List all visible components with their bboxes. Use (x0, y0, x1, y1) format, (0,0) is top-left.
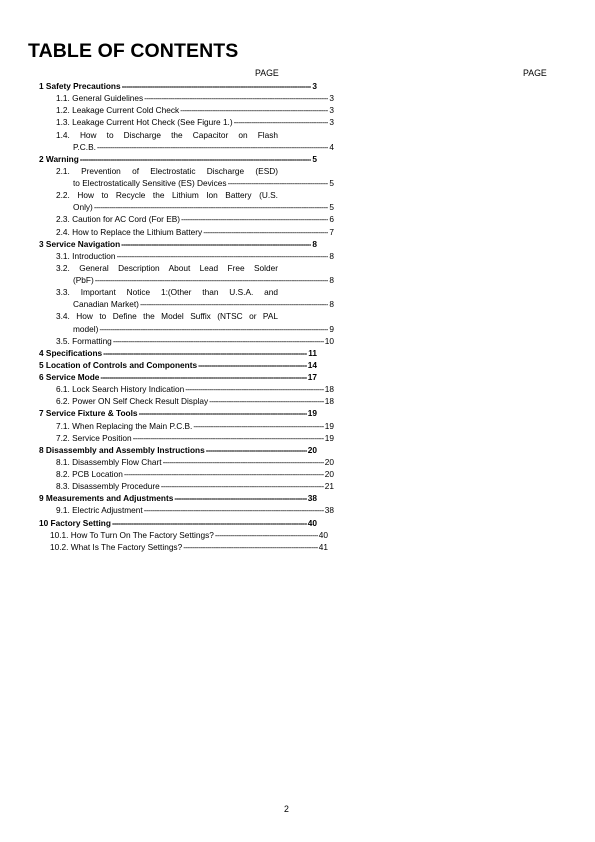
toc-leader-dashes (117, 250, 329, 262)
toc-entry-line (56, 298, 334, 310)
toc-entry-title: 10 Factory Setting (39, 517, 111, 528)
toc-entry-page: 11 (308, 347, 317, 358)
toc-entry-title: 4 Specifications (39, 347, 103, 358)
toc-subsection[interactable] (0, 129, 334, 153)
toc-entry-title: Only) (73, 202, 93, 213)
toc-subsection[interactable] (0, 165, 334, 189)
toc-leader-dashes (228, 177, 329, 189)
toc-leader-dashes (80, 153, 312, 165)
toc-entry-page: 3 (329, 105, 334, 116)
toc-entry-page: 18 (324, 396, 334, 407)
page-column-header-left: PAGE (255, 68, 279, 78)
toc-entry-page: 8 (329, 299, 334, 310)
toc-section[interactable] (0, 238, 317, 250)
toc-leader-dashes (206, 444, 307, 456)
toc-entry-page: 38 (324, 505, 334, 516)
toc-entry-line (56, 250, 334, 262)
toc-subsection[interactable] (0, 504, 334, 516)
toc-leader-dashes (209, 395, 324, 407)
toc-leader-dashes (161, 480, 324, 492)
toc-entry-line (56, 104, 334, 116)
toc-leader-dashes (122, 80, 312, 92)
toc-entry-line (56, 383, 334, 395)
toc-entry-page: 38 (307, 493, 317, 504)
toc-entry-line (56, 335, 334, 347)
toc-subsection[interactable] (0, 529, 328, 541)
toc-entry-title: 2 Warning (39, 153, 79, 164)
toc-entry-first-line: 3.3. Important Notice 1:(Other than U.S.A. and (56, 287, 278, 298)
toc-subsection[interactable] (0, 116, 334, 128)
toc-entry-page: 21 (324, 481, 334, 492)
toc-subsection[interactable] (0, 480, 334, 492)
toc-subsection[interactable] (0, 456, 334, 468)
toc-entry-title: 7.2. Service Position (56, 432, 132, 443)
toc-entry-line (56, 456, 334, 468)
toc-entry-title: to Electrostatically Sensitive (ES) Devices (73, 178, 227, 188)
toc-entry-line (56, 395, 334, 407)
toc-subsection[interactable] (0, 213, 334, 225)
toc-entry-line (56, 323, 334, 335)
toc-subsection[interactable] (0, 226, 334, 238)
toc-entry-line (56, 177, 334, 189)
toc-leader-dashes (185, 383, 324, 395)
toc-section[interactable] (0, 347, 317, 359)
toc-leader-dashes (113, 335, 324, 347)
toc-leader-dashes (139, 407, 307, 419)
toc-subsection[interactable] (0, 262, 334, 286)
toc-entry-title: 8.1. Disassembly Flow Chart (56, 456, 162, 467)
toc-leader-dashes (121, 238, 311, 250)
toc-entry-line (39, 347, 317, 359)
toc-section[interactable] (0, 80, 317, 92)
toc-entry-line (39, 371, 317, 383)
toc-leader-dashes (112, 517, 307, 529)
toc-entry-title: 6.2. Power ON Self Check Result Display (56, 396, 209, 407)
toc-leader-dashes (163, 456, 324, 468)
toc-entry-title: 1.2. Leakage Current Cold Check (56, 105, 180, 116)
toc-entry-line (56, 92, 334, 104)
toc-leader-dashes (144, 92, 328, 104)
toc-entry-first-line: 3.2. General Description About Lead Free Solder (56, 262, 278, 273)
toc-subsection[interactable] (0, 92, 334, 104)
toc-entry-line (56, 420, 334, 432)
toc-entry-title: 7.1. When Replacing the Main P.C.B. (56, 420, 193, 431)
toc-entry-page: 19 (307, 408, 317, 419)
toc-leader-dashes (198, 359, 307, 371)
toc-section[interactable] (0, 517, 317, 529)
toc-entry-title: 8.3. Disassembly Procedure (56, 481, 160, 492)
toc-entry-title: 3.1. Introduction (56, 250, 116, 261)
toc-entry-title: 5 Location of Controls and Components (39, 359, 198, 370)
toc-entry-title: 9.1. Electric Adjustment (56, 505, 143, 516)
toc-entry-line (39, 407, 317, 419)
toc-section[interactable] (0, 407, 317, 419)
toc-entry-page: 3 (312, 81, 317, 91)
toc-entry-page: 3 (329, 117, 334, 128)
toc-section[interactable] (0, 359, 317, 371)
toc-entry-page: 20 (307, 444, 317, 455)
page-title: TABLE OF CONTENTS (28, 40, 239, 62)
toc-entry-line (56, 226, 334, 238)
toc-entry-page: 19 (324, 432, 334, 443)
toc-entry-line (56, 432, 334, 444)
toc-section[interactable] (0, 444, 317, 456)
toc-subsection[interactable] (0, 420, 334, 432)
toc-entry-line (39, 517, 317, 529)
toc-subsection[interactable] (0, 395, 334, 407)
toc-subsection[interactable] (0, 335, 334, 347)
toc-entry-title: 6.1. Lock Search History Indication (56, 384, 185, 395)
toc-entry-line (50, 541, 328, 553)
toc-entry-title: 6 Service Mode (39, 372, 100, 382)
toc-entry-page: 17 (307, 372, 317, 382)
toc-entry-line (56, 468, 334, 480)
toc-entry-page: 19 (324, 420, 334, 431)
toc-entry-page: 20 (324, 456, 334, 467)
toc-subsection[interactable] (0, 468, 334, 480)
toc-entry-line (39, 238, 317, 250)
toc-entry-line (56, 141, 334, 153)
toc-entry-title: Canadian Market) (73, 299, 139, 310)
toc-section[interactable] (0, 371, 317, 383)
toc-entry-page: 14 (307, 359, 317, 370)
toc-entry-line (56, 504, 334, 516)
toc-subsection[interactable] (0, 310, 334, 334)
toc-entry-title: model) (73, 323, 99, 334)
toc-leader-dashes (103, 347, 307, 359)
toc-entry-line (39, 153, 317, 165)
toc-leader-dashes (124, 468, 324, 480)
toc-entry-page: 10 (324, 335, 334, 346)
toc-leader-dashes (95, 274, 329, 286)
toc-entry-page: 40 (318, 529, 328, 540)
toc-subsection[interactable] (0, 104, 334, 116)
toc-entry-line (56, 201, 334, 213)
toc-entry-title: 8 Disassembly and Assembly Instructions (39, 444, 205, 455)
toc-entry-title: 1.3. Leakage Current Hot Check (See Figure 1.) (56, 117, 233, 128)
toc-entry-page: 9 (329, 323, 334, 334)
toc-entry-page: 6 (329, 214, 334, 225)
toc-subsection[interactable] (0, 432, 334, 444)
toc-entry-page: 40 (307, 517, 317, 528)
toc-leader-dashes (100, 371, 306, 383)
toc-leader-dashes (181, 213, 328, 225)
toc-subsection[interactable] (0, 541, 328, 553)
toc-leader-dashes (203, 226, 328, 238)
toc-leader-dashes (193, 420, 323, 432)
toc-entry-title: 1.1. General Guidelines (56, 93, 144, 104)
toc-entry-title: 1 Safety Precautions (39, 81, 121, 91)
toc-leader-dashes (133, 432, 324, 444)
toc-subsection[interactable] (0, 286, 334, 310)
toc-entry-page: 5 (329, 178, 334, 188)
toc-subsection[interactable] (0, 383, 334, 395)
toc-leader-dashes (140, 298, 328, 310)
toc-entry-title: 8.2. PCB Location (56, 469, 123, 479)
toc-leader-dashes (99, 323, 328, 335)
toc-entry-line (39, 492, 317, 504)
toc-entry-page: 5 (312, 153, 317, 164)
toc-entry-title: 2.3. Caution for AC Cord (For EB) (56, 214, 181, 225)
toc-entry-line (56, 213, 334, 225)
toc-entry-page: 7 (329, 226, 334, 237)
toc-entry-line (50, 529, 328, 541)
toc-entry-page: 18 (324, 384, 334, 395)
toc-entry-title: 10.2. What Is The Factory Settings? (50, 541, 183, 552)
toc-entry-page: 8 (329, 275, 334, 285)
toc-entry-title: 7 Service Fixture & Tools (39, 408, 138, 419)
toc-entry-line (56, 274, 334, 286)
toc-entry-title: P.C.B. (73, 141, 96, 152)
toc-entry-first-line: 3.4. How to Define the Model Suffix (NTSC or PAL (56, 311, 278, 322)
toc-subsection[interactable] (0, 250, 334, 262)
toc-entry-title: 3.5. Formatting (56, 335, 112, 346)
toc-entry-title: 9 Measurements and Adjustments (39, 493, 174, 504)
toc-entry-line (56, 480, 334, 492)
page-number: 2 (284, 804, 289, 814)
toc-entry-line (56, 116, 334, 128)
toc-leader-dashes (97, 141, 328, 153)
toc-entry-title: 2.4. How to Replace the Lithium Battery (56, 226, 203, 237)
toc-entry-title: 10.1. How To Turn On The Factory Settings? (50, 529, 214, 540)
toc-entry-page: 8 (329, 250, 334, 261)
table-of-contents (0, 80, 334, 553)
toc-entry-title: (PbF) (73, 275, 94, 285)
toc-entry-title: 3 Service Navigation (39, 238, 121, 249)
toc-entry-line (39, 444, 317, 456)
toc-leader-dashes (180, 104, 328, 116)
toc-entry-first-line: 1.4. How to Discharge the Capacitor on Flash (56, 129, 278, 140)
toc-entry-page: 5 (329, 202, 334, 213)
toc-leader-dashes (234, 116, 329, 128)
toc-section[interactable] (0, 492, 317, 504)
toc-entry-line (39, 359, 317, 371)
toc-entry-page: 8 (312, 238, 317, 249)
toc-entry-page: 20 (324, 469, 334, 479)
page-column-header-right: PAGE (523, 68, 547, 78)
toc-entry-line (39, 80, 317, 92)
toc-entry-first-line: 2.1. Prevention of Electrostatic Discharge (ESD) (56, 165, 278, 176)
toc-leader-dashes (174, 492, 306, 504)
toc-leader-dashes (215, 529, 318, 541)
toc-entry-page: 41 (318, 541, 328, 552)
toc-leader-dashes (94, 201, 329, 213)
toc-entry-page: 3 (329, 93, 334, 104)
toc-leader-dashes (144, 504, 324, 516)
toc-section[interactable] (0, 153, 317, 165)
toc-entry-page: 4 (329, 141, 334, 152)
toc-subsection[interactable] (0, 189, 334, 213)
toc-leader-dashes (183, 541, 318, 553)
toc-entry-first-line: 2.2. How to Recycle the Lithium Ion Battery (U.S. (56, 190, 278, 201)
